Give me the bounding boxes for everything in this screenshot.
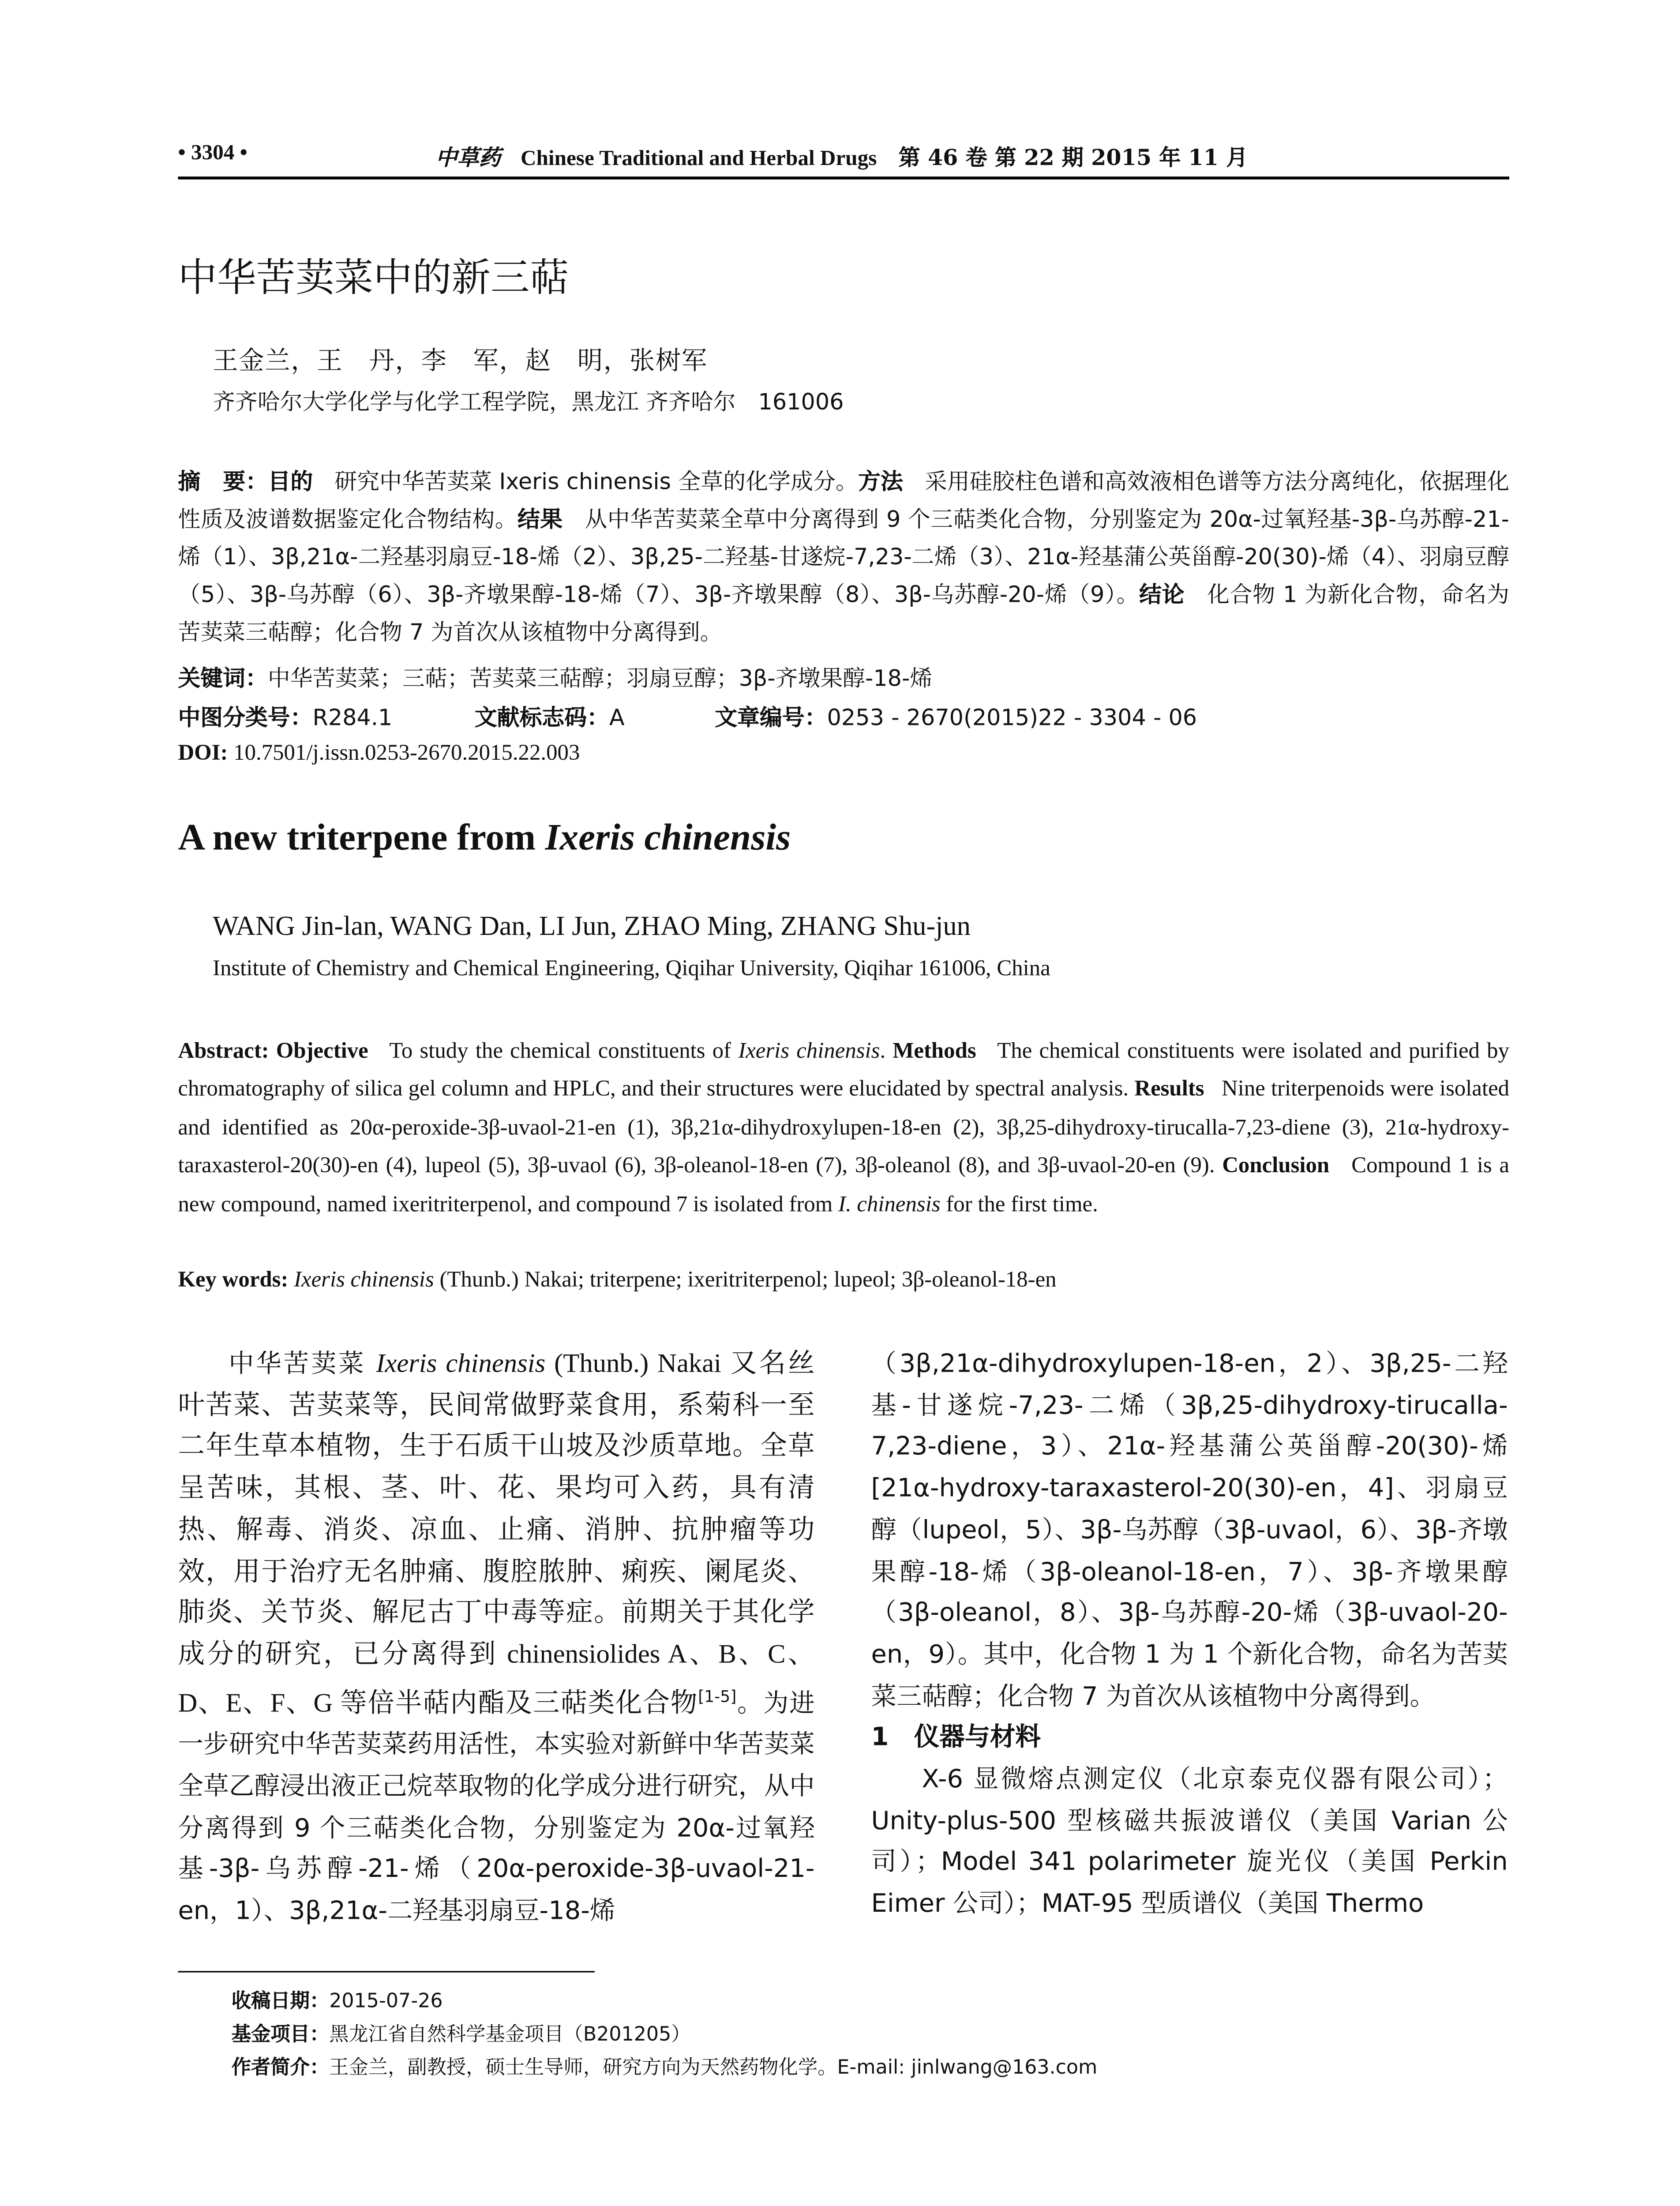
results-text-en: Nine triterpenoids were isolated and identified as 20α-peroxide-3β-uvaol-21-en (1), 3β,21α-dihydroxylupen-18-en (2), 3β,25-dihydroxy-tirucalla-7,23-diene (3), 21α-hydroxy-taraxasterol-20(30)-en (4), lupeol (5), 3β-uvaol (6), 3β-oleanol-18-en (7), 3β-oleanol (8), and 3β-uvaol-20-en (9). <box>178 1077 1510 1178</box>
objective-label-en: Objective <box>276 1039 368 1064</box>
classification-row <box>178 701 1197 732</box>
keywords-cn <box>178 661 932 693</box>
doi-label: DOI: <box>178 741 228 766</box>
article-title-cn: 中华苦荬菜中的新三萜 <box>178 256 569 301</box>
footnote-divider <box>178 1971 595 1972</box>
conclusion-text-en-a: Compound 1 is a new compound, named ixeritriterpenol, and compound 7 is isolated from <box>178 1153 1510 1217</box>
fund-label: 基金项目： <box>231 2023 330 2046</box>
results-label-cn: 结果 <box>518 506 563 533</box>
methods-text-en: The chemical constituents were isolated and purified by chromatography of silica gel column and HPLC, and their structures were elucidated by spectral analysis. <box>178 1039 1510 1102</box>
keywords-text-cn: 中华苦荬菜；三萜；苦荬菜三萜醇；羽扇豆醇；3β-齐墩果醇-18-烯 <box>267 665 933 692</box>
objective-text-en-b: . <box>880 1039 886 1064</box>
objective-species-en: Ixeris chinensis <box>738 1039 880 1064</box>
clc-code: R284.1 <box>312 705 393 731</box>
journal-issue: 第 46 卷 第 22 期 2015 年 11 月 <box>898 145 1248 171</box>
conclusion-label-cn: 结论 <box>1139 582 1185 608</box>
footnote-author <box>232 2051 1097 2080</box>
objective-text-en-a: To study the chemical constituents of <box>389 1039 739 1064</box>
running-header <box>178 142 1509 179</box>
body-paragraph-1 <box>178 1344 814 1933</box>
section-heading-1: 1 仪器与材料 <box>871 1724 1041 1753</box>
abstract-cn <box>178 463 1509 651</box>
doi-link[interactable]: 10.7501/j.issn.0253-2670.2015.22.003 <box>233 741 580 766</box>
article-title-en <box>178 816 791 859</box>
abstract-label-cn: 摘 要： <box>178 469 268 495</box>
author-bio-text: 王金兰，副教授，硕士生导师，研究方向为天然药物化学。E-mail: jinlwang@163.com <box>329 2056 1098 2080</box>
citation-ref[interactable]: [1-5] <box>698 1687 737 1706</box>
conclusion-text-cn: 化合物 1 为新化合物，命名为苦荬菜三萜醇；化合物 7 为首次从该植物中分离得到。 <box>178 582 1510 645</box>
authors-en: WANG Jin-lan, WANG Dan, LI Jun, ZHAO Ming, ZHANG Shu-jun <box>213 912 971 942</box>
conclusion-species-en: I. chinensis <box>838 1192 941 1217</box>
p1-text-c: 。为进一步研究中华苦荬菜药用活性，本实验对新鲜中华苦荬菜全草乙醇浸出液正己烷萃取物的化学成分进行研究，从中分离得到 9 个三萜类化合物，分别鉴定为 20α-过氧羟基-3β-乌苏醇-21-烯（20α-peroxide-3β-uvaol-21-en，1）、3β,21α-二羟基羽扇豆-18-烯 <box>178 1689 815 1926</box>
abstract-label-en: Abstract: <box>178 1039 269 1064</box>
methods-label-cn: 方法 <box>858 469 904 495</box>
objective-label-cn: 目的 <box>268 469 313 495</box>
body-paragraph-instruments: X-6 显微熔点测定仪（北京泰克仪器有限公司）；Unity-plus-500 型核磁共振波谱仪（美国 Varian 公司）；Model 341 polarimeter 旋光仪（美国 Perkin Eimer 公司）；MAT-95 型质谱仪（美国 Thermo <box>871 1765 1508 1919</box>
fund-text: 黑龙江省自然科学基金项目（B201205） <box>329 2023 691 2046</box>
body-column-right <box>871 1344 1508 1926</box>
title-en-species: Ixeris chinensis <box>545 816 791 859</box>
p1-species: Ixeris chinensis <box>376 1350 546 1379</box>
journal-title <box>435 142 1248 172</box>
affiliation-cn: 齐齐哈尔大学化学与化学工程学院，黑龙江 齐齐哈尔 161006 <box>213 389 844 416</box>
p1-text-b: (Thunb.) Nakai 又名丝叶苦菜、苦荬菜等，民间常做野菜食用，系菊科一至二年生草本植物，生于石质干山坡及沙质草地。全草呈苦味，其根、茎、叶、花、果均可入药，具有清热、解毒、消炎、凉血、止痛、消肿、抗肿瘤等功效，用于治疗无名肿痛、腹腔脓肿、痢疾、阑尾炎、肺炎、关节炎、解尼古丁中毒等症。前期关于其化学成分的研究，已分离得到 chinensiolides A、B、C、D、E、F、G 等倍半萜内酯及三萜类化合物 <box>178 1350 815 1718</box>
article-number: 0253 - 2670(2015)22 - 3304 - 06 <box>827 705 1197 731</box>
objective-text-cn: 研究中华苦荬菜 Ixeris chinensis 全草的化学成分。 <box>334 469 859 495</box>
doc-code: A <box>609 705 625 731</box>
keywords-text-en: (Thunb.) Nakai; triterpene; ixeritriterpenol; lupeol; 3β-oleanol-18-en <box>434 1268 1057 1293</box>
results-text-cn: 从中华苦荬菜全草中分离得到 9 个三萜类化合物，分别鉴定为 20α-过氧羟基-3β-乌苏醇-21-烯（1）、3β,21α-二羟基羽扇豆-18-烯（2）、3β,25-二羟基-甘遂烷-7,23-二烯（3）、21α-羟基蒲公英甾醇-20(30)-烯（4）、羽扇豆醇（5）、3β-乌苏醇（6）、3β-齐墩果醇-18-烯（7）、3β-齐墩果醇（8）、3β-乌苏醇-20-烯（9）。 <box>178 506 1510 608</box>
doi <box>178 741 580 767</box>
journal-logo-cn: 中草药 <box>435 145 501 171</box>
keywords-en <box>178 1268 1056 1294</box>
abstract-en <box>178 1033 1509 1224</box>
footnote-received <box>232 1984 443 2013</box>
authors-cn: 王金兰，王 丹，李 军，赵 明，张树军 <box>213 347 708 376</box>
affiliation-en: Institute of Chemistry and Chemical Engineering, Qiqihar University, Qiqihar 161006, China <box>213 957 1050 981</box>
footnote-fund <box>232 2017 691 2046</box>
results-label-en: Results <box>1134 1077 1204 1102</box>
keywords-label-cn: 关键词： <box>178 665 268 692</box>
doc-code-label: 文献标志码： <box>474 705 609 731</box>
clc-label: 中图分类号： <box>178 705 313 731</box>
keywords-species-en: Ixeris chinensis <box>294 1268 434 1293</box>
conclusion-label-en: Conclusion <box>1222 1153 1330 1178</box>
received-label: 收稿日期： <box>231 1990 330 2013</box>
page-number: • 3304 • <box>178 142 248 165</box>
journal-name: Chinese Traditional and Herbal Drugs <box>521 147 877 171</box>
body-paragraph-1-cont: （3β,21α-dihydroxylupen-18-en，2）、3β,25-二羟基-甘遂烷-7,23-二烯（3β,25-dihydroxy-tirucalla-7,23-diene，3）、21α-羟基蒲公英甾醇-20(30)-烯 [21α-hydroxy-taraxasterol-20(30)-en，4]、羽扇豆醇（lupeol，5）、3β-乌苏醇（3β-uvaol，6）、3β-齐墩果醇-18-烯（3β-oleanol-18-en，7）、3β-齐墩果醇（3β-oleanol，8）、3β-乌苏醇-20-烯（3β-uvaol-20-en，9）。其中，化合物 1 为 1 个新化合物，命名为苦荬菜三萜醇；化合物 7 为首次从该植物中分离得到。 <box>871 1350 1508 1712</box>
p1-text-a: 中华苦荬菜 <box>229 1350 376 1379</box>
conclusion-text-en-b: for the first time. <box>940 1192 1098 1217</box>
methods-label-en: Methods <box>892 1039 976 1064</box>
author-bio-label: 作者简介： <box>231 2056 330 2080</box>
keywords-label-en: Key words: <box>178 1268 289 1293</box>
title-en-main: A new triterpene from <box>178 816 545 859</box>
received-date: 2015-07-26 <box>329 1990 443 2013</box>
body-column-left <box>178 1344 814 1933</box>
methods-text-cn: 采用硅胶柱色谱和高效液相色谱等方法分离纯化，依据理化性质及波谱数据鉴定化合物结构。 <box>178 469 1510 533</box>
article-number-label: 文章编号： <box>715 705 827 731</box>
